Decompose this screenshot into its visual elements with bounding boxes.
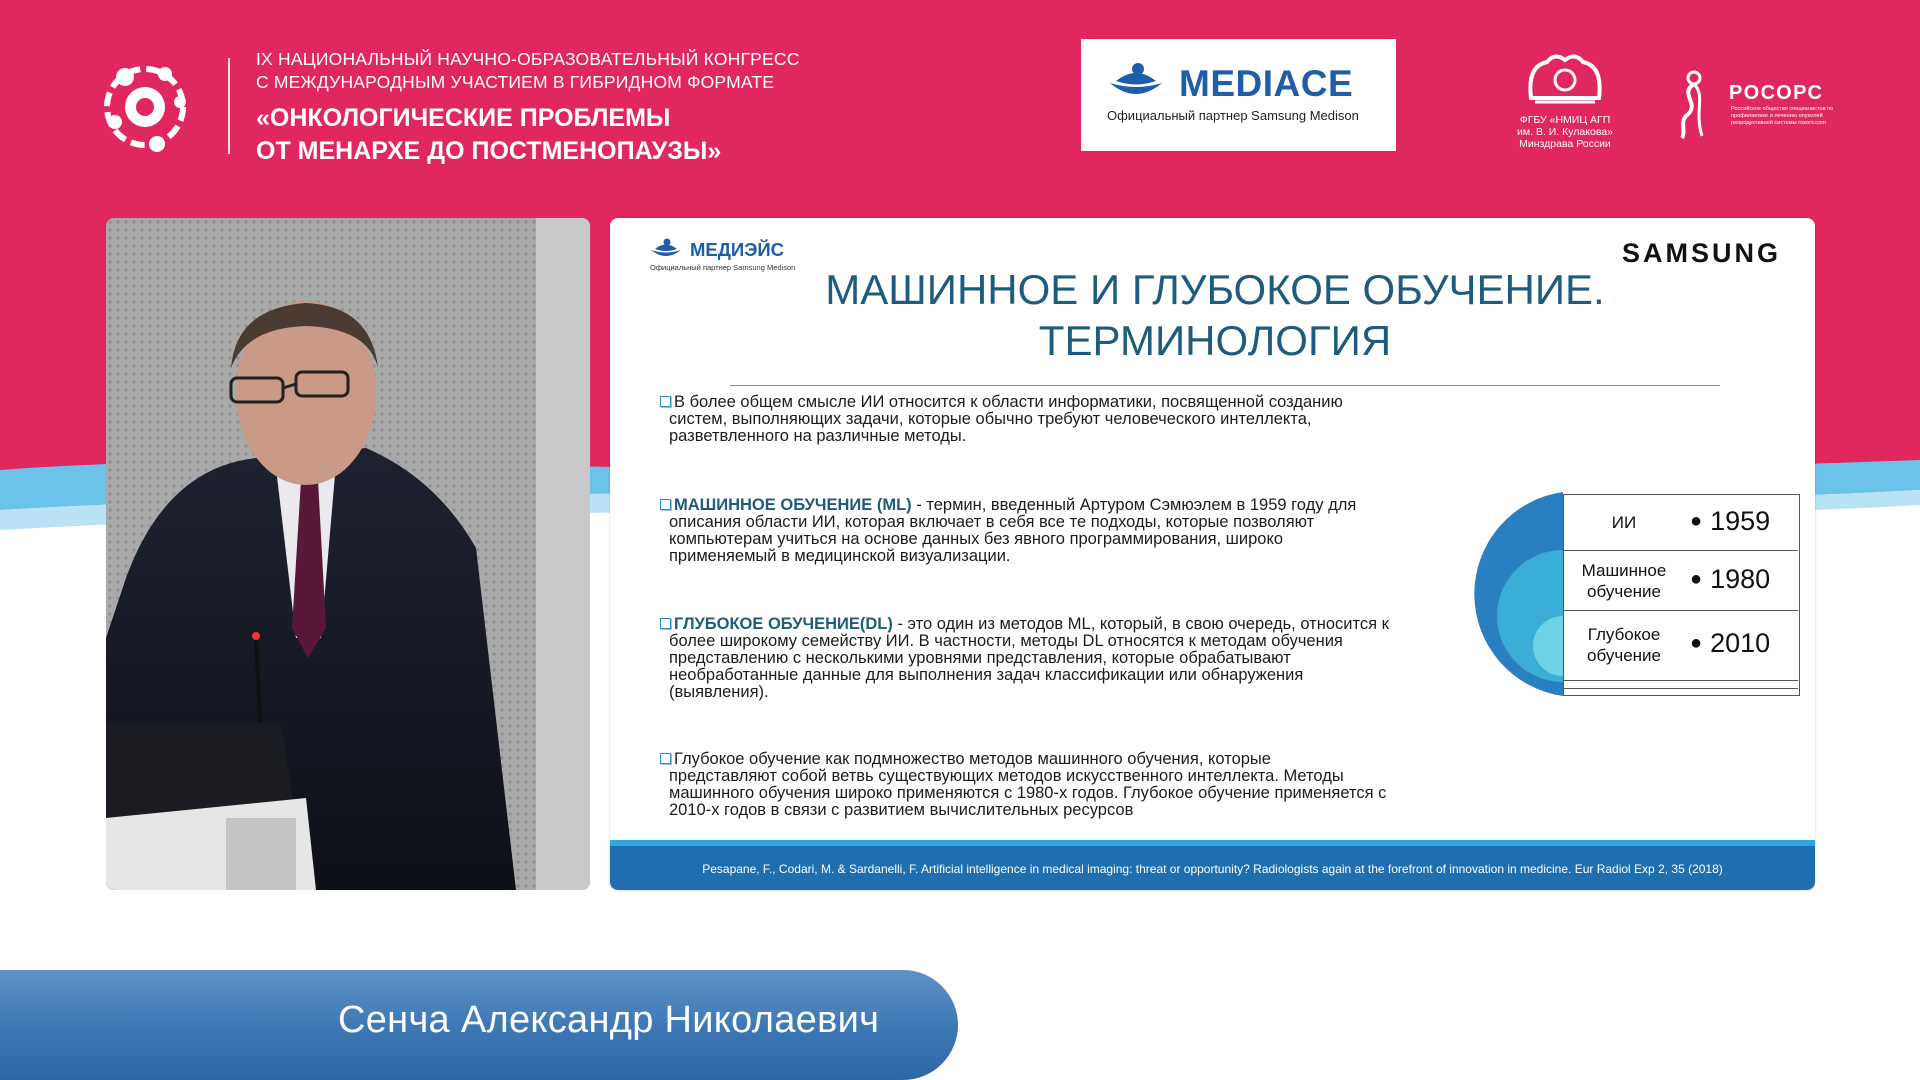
congress-line-1: IX НАЦИОНАЛЬНЫЙ НАУЧНО-ОБРАЗОВАТЕЛЬНЫЙ КОНГРЕСС (256, 49, 800, 69)
bullet-term: ГЛУБОКОЕ ОБУЧЕНИЕ(DL) (674, 615, 893, 633)
diagram-row-dl (1564, 611, 1798, 681)
samsung-logo: SAMSUNG (1622, 238, 1782, 268)
bullet-text: Глубокое обучение как подмножество методов машинного обучения, которые (674, 750, 1271, 768)
nmic-line-1: ФГБУ «НМИЦ АГП (1519, 114, 1611, 126)
diagram-label-line-2: обучение (1587, 582, 1661, 601)
sponsor-tagline: Официальный партнер Samsung Medison (1107, 108, 1359, 123)
bullet-deep-learning (660, 616, 1389, 701)
diagram-row-ai (1564, 495, 1798, 551)
bullet-text: применяемый в медицинской визуализации. (669, 547, 1011, 565)
speaker-video (106, 218, 590, 890)
nmic-logo-icon (1525, 52, 1605, 108)
checkbox-bullet-icon (660, 396, 671, 407)
diagram-label: ИИ (1611, 513, 1637, 532)
bullet-text: 2010-х годов в связи с развитием вычислительных ресурсов (669, 801, 1134, 819)
diagram-table (1563, 494, 1800, 696)
rosors-name: РОСОРС (1729, 82, 1824, 104)
checkbox-bullet-icon (660, 499, 671, 510)
diagram-row-ml (1564, 551, 1798, 611)
diagram-year-value: 1980 (1710, 564, 1771, 594)
diagram-row-spacer (1564, 681, 1798, 689)
bullet-text: (выявления). (669, 683, 769, 701)
citation-text: Pesapane, F., Codari, M. & Sardanelli, F. Artificial intelligence in medical imaging: threat or opportunity? Radiologists again at the forefront of innovation in medicine. Eur Radiol Exp 2, 35 (2018) (702, 862, 1723, 876)
footer-strip (610, 840, 1815, 846)
checkbox-bullet-icon (660, 753, 671, 764)
nmic-text (1502, 114, 1628, 150)
congress-subtitle (256, 48, 800, 94)
bullet-text: компьютерам учиться на основе данных без явного программирования, широко (669, 530, 1284, 548)
sponsor-name: MEDIACE (1179, 63, 1354, 104)
diagram-year-value: 1959 (1710, 506, 1771, 536)
diagram-year-value: 2010 (1710, 628, 1771, 658)
bullet-text: - это один из методов ML, который, в свою очередь, относится к (892, 615, 1389, 633)
rosors-logo-icon (1672, 70, 1712, 140)
bullet-dl-subset (660, 751, 1386, 819)
bullet-text: описания области ИИ, которая включает в себя все те подходы, которые позволяют (669, 513, 1315, 531)
diagram-label (1564, 560, 1684, 602)
bullet-text: более широкому семейству ИИ. В частности, методы DL относятся к методам обучения (669, 632, 1343, 650)
slide-logo-name: МЕДИЭЙС (690, 239, 785, 260)
diagram-label-line-1: Глубокое (1587, 625, 1661, 644)
bullet-text: машинного обучения широко применяются с 1980-х годов. Глубокое обучение применяется с (669, 784, 1387, 802)
diagram-label-line-2: обучение (1587, 646, 1661, 665)
speaker-name-bar (0, 970, 958, 1080)
diagram-year: ● 1959 (1690, 506, 1771, 536)
speaker-video-frame (106, 218, 590, 890)
bullet-machine-learning (660, 497, 1356, 565)
congress-title-line-1: «ОНКОЛОГИЧЕСКИЕ ПРОБЛЕМЫ (256, 104, 671, 132)
slide-title-line-2: ТЕРМИНОЛОГИЯ (1038, 317, 1392, 364)
congress-logo-icon (95, 52, 195, 162)
bullet-text: разветвленного на различные методы. (669, 427, 967, 445)
bullet-text: необработанные данные для выполнения задач классификации или обнаружения (669, 666, 1304, 684)
bullet-text: В более общем смысле ИИ относится к области информатики, посвященной созданию (674, 393, 1343, 411)
title-divider (730, 385, 1720, 386)
mediace-slide-logo-icon (650, 238, 682, 260)
bullet-term: МАШИННОЕ ОБУЧЕНИЕ (ML) (674, 496, 912, 514)
diagram-year: ● 2010 (1690, 628, 1771, 658)
diagram-label-line-1: Машинное (1581, 561, 1667, 580)
congress-line-2: С МЕЖДУНАРОДНЫМ УЧАСТИЕМ В ГИБРИДНОМ ФОРМАТЕ (256, 72, 775, 92)
congress-title-line-2: ОТ МЕНАРХЕ ДО ПОСТМЕНОПАУЗЫ» (256, 137, 722, 165)
bullet-text: представляют собой ветвь существующих методов искусственного интеллекта. Методы (669, 767, 1344, 785)
nmic-line-2: им. В. И. Кулакова» (1517, 126, 1613, 138)
header-divider (228, 58, 230, 154)
checkbox-bullet-icon (660, 618, 671, 629)
diagram-year: ● 1980 (1690, 564, 1771, 594)
slide-title-line-1: МАШИННОЕ И ГЛУБОКОЕ ОБУЧЕНИЕ. (825, 266, 1605, 313)
diagram-label (1564, 624, 1684, 666)
congress-title (256, 102, 721, 168)
bullet-text: представлению с несколькими уровнями представления, которые обрабатывают (669, 649, 1291, 667)
bullet-text: систем, выполняющих задачи, которые обычно требуют человеческого интеллекта, (669, 410, 1312, 428)
slide-footer (610, 840, 1815, 890)
speaker-name: Сенча Александр Николаевич (338, 999, 880, 1041)
presentation-slide (610, 218, 1815, 890)
slide-title (710, 264, 1720, 366)
bullet-text: - термин, введенный Артуром Сэмюэлем в 1959 году для (911, 496, 1357, 514)
sponsor-logo-box (1081, 39, 1396, 151)
mediace-mark-icon (1108, 61, 1164, 101)
rosors-description: Российское общество специалистов по профилактике и лечению опухолей репродуктивной системы rosors.com (1731, 106, 1834, 126)
slide-logo-tagline: Официальный партнер Samsung Medison (650, 263, 796, 272)
bullet-ai-definition (660, 394, 1343, 445)
nmic-line-3: Минздрава России (1519, 138, 1611, 150)
